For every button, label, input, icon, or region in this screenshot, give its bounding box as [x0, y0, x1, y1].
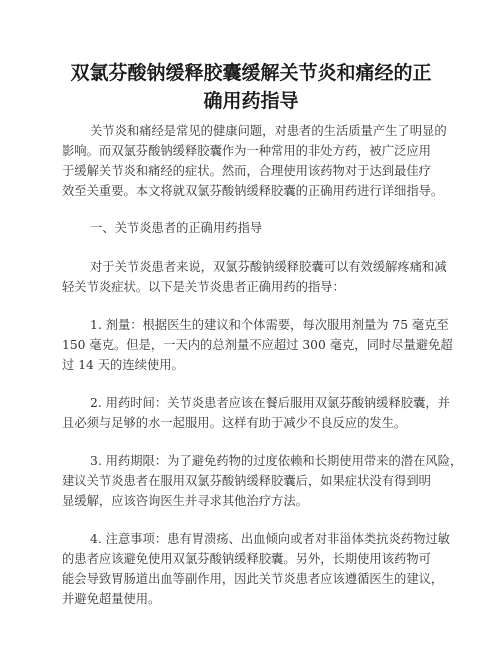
list-item-precautions: [62, 529, 462, 609]
document-title-line-1: 双氯芬酸钠缓释胶囊缓解关节炎和痛经的正: [70, 62, 432, 84]
text-line: 4. 注意事项：患有胃溃疡、出血倾向或者对非甾体类抗炎药物过敏: [90, 532, 450, 546]
text-line: 于缓解关节炎和痛经的症状。然而，合理使用该药物对于达到最佳疗: [62, 164, 431, 178]
list-item-duration: [62, 451, 462, 511]
text-line: 效至关重要。本文将就双氯芬酸钠缓释胶囊的正确用药进行详细指导。: [62, 184, 444, 198]
text-line: 对于关节炎患者来说，双氯芬酸钠缓释胶囊可以有效缓解疼痛和减: [90, 260, 447, 274]
intro-paragraph: [62, 121, 462, 201]
text-line: 并避免超量使用。: [62, 592, 161, 606]
text-line: 过 14 天的连续使用。: [62, 358, 184, 372]
text-line: 的患者应该避免使用双氯芬酸钠缓释胶囊。另外，长期使用该药物可: [62, 552, 431, 566]
list-item-dosage: [62, 315, 462, 375]
section-heading-text: 一、关节炎患者的正确用药指导: [90, 221, 263, 235]
text-line: 影响。而双氯芬酸钠缓释胶囊作为一种常用的非处方药，被广泛应用: [62, 144, 431, 158]
text-line: 且必须与足够的水一起服用。这样有助于减少不良反应的发生。: [62, 416, 407, 430]
document-title-line-2: 确用药指导: [203, 90, 299, 112]
text-line: 显缓解，应该咨询医生并寻求其他治疗方法。: [62, 494, 308, 508]
list-item-timing: [62, 393, 462, 433]
text-line: 能会导致胃肠道出血等副作用，因此关节炎患者应该遵循医生的建议，: [62, 572, 444, 586]
text-line: 关节炎和痛经是常见的健康问题，对患者的生活质量产生了明显的: [90, 124, 447, 138]
text-line: 轻关节炎症状。以下是关节炎患者正确用药的指导：: [62, 280, 345, 294]
body-paragraph: [62, 257, 462, 297]
text-line: 2. 用药时间：关节炎患者应该在餐后服用双氯芬酸钠缓释胶囊，并: [90, 396, 450, 410]
text-line: 建议关节炎患者在服用双氯芬酸钠缓释胶囊后，如果症状没有得到明: [62, 474, 431, 488]
text-line: 1. 剂量：根据医生的建议和个体需要，每次服用剂量为 75 毫克至: [90, 318, 449, 332]
text-line: 3. 用药期限：为了避免药物的过度依赖和长期使用带来的潜在风险，: [90, 454, 463, 468]
section-heading: [62, 218, 462, 238]
text-line: 150 毫克。但是，一天内的总剂量不应超过 300 毫克，同时尽量避免超: [62, 338, 453, 352]
